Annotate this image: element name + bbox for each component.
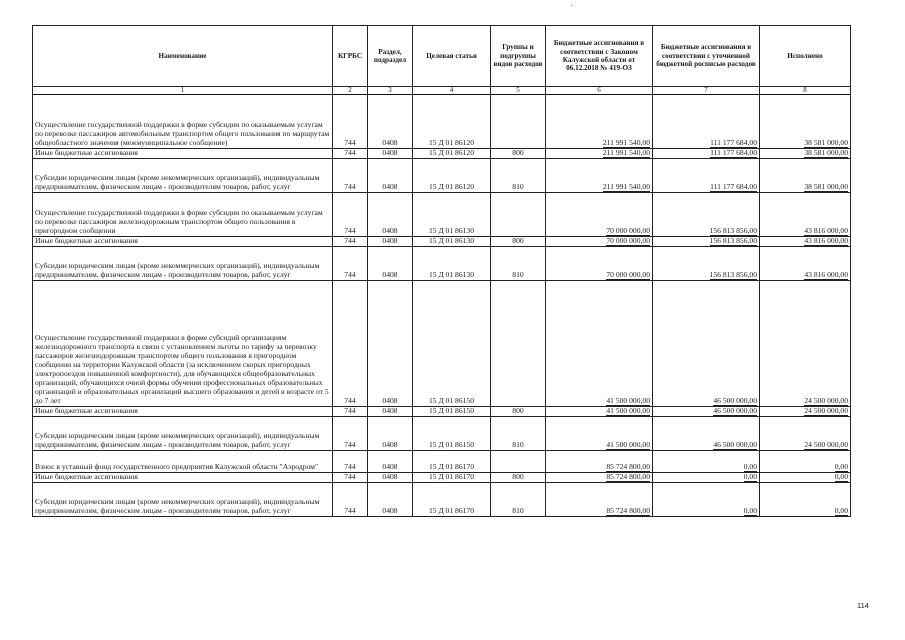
row-law-amount: 211 991 540,00 [602,148,650,158]
column-number: 2 [333,87,368,95]
row-target: 15 Д 01 86170 [428,472,475,482]
row-target-cell [413,237,491,247]
row-section-cell [368,95,413,149]
row-section-cell [368,451,413,473]
row-group-cell [491,281,546,407]
row-revised-amount: 156 813 856,00 [709,270,757,280]
row-kgrbs-cell [333,247,368,281]
row-section-cell [368,237,413,247]
row-executed-amount: 43 816 000,00 [804,226,848,236]
header-group: Группы и подгруппы видов расходов [491,26,546,87]
table-row [33,237,851,247]
row-kgrbs: 744 [344,462,356,472]
table-row [33,281,851,407]
header-section: Раздел, подраздел [368,26,413,87]
row-executed-amount-cell [760,281,851,407]
row-law-amount: 41 500 000,00 [606,440,650,450]
row-law-amount: 70 000 000,00 [606,270,650,280]
budget-table-sheet [32,25,851,517]
row-group-cell [491,451,546,473]
row-kgrbs: 744 [344,148,356,158]
row-name-cell [33,237,333,247]
row-group-cell [491,237,546,247]
row-section: 0408 [382,406,398,416]
row-executed-amount: 43 816 000,00 [804,236,848,246]
row-name: Иные бюджетные ассигнования [35,148,138,158]
row-law-amount: 85 724 800,00 [606,472,650,482]
header-executed: Исполнено [760,26,851,87]
row-law-amount-cell [546,247,653,281]
row-law-amount-cell [546,417,653,451]
row-executed-amount: 0,00 [834,462,848,472]
row-name-cell [33,473,333,483]
row-name: Субсидии юридическим лицам (кроме некоммерческих организаций), индивидуальным предпринимателям, физическим лицам - производителям товаров, работ, услуг [35,261,320,280]
row-kgrbs-cell [333,149,368,159]
row-executed-amount: 0,00 [834,472,848,482]
row-executed-amount-cell [760,237,851,247]
row-kgrbs-cell [333,483,368,517]
row-target-cell [413,473,491,483]
budget-table [32,25,851,517]
row-section: 0408 [382,226,398,236]
column-number: 4 [413,87,491,95]
row-law-amount: 70 000 000,00 [606,226,650,236]
row-group-cell [491,483,546,517]
row-name: Иные бюджетные ассигнования [35,406,138,416]
column-number: 8 [760,87,851,95]
table-row [33,159,851,193]
row-law-amount-cell [546,407,653,417]
row-group: 800 [512,472,524,482]
row-target-cell [413,159,491,193]
row-name: Осуществление государственной поддержки в форме субсидии по оказываемым услугам по перевозке пассажиров автомобильным транспортом общего пользования по маршрутам общеобластного значения (межмуниципальное сообщение) [35,120,330,148]
row-kgrbs-cell [333,473,368,483]
header-kgrbs: КГРБС [333,26,368,87]
table-row [33,483,851,517]
row-name: Осуществление государственной поддержки в форме субсидий организациям железнодорожного транспорта в связи с установлением льготы по тарифу за перевозку пассажиров железнодорожным транспортом общего пользования в пригородном сообщении на территории Калужской области (за исключением скорых пригородных электропоездов повышенной комфортности), для обучающихся общеобразовательных организаций, обучающихся очной формы обучения профессиональных образовательных организаций и образовательных организаций высшего образования и детей в возрасте от 5 до 7 лет [35,333,329,406]
row-section: 0408 [382,396,398,406]
row-section-cell [368,281,413,407]
row-executed-amount-cell [760,149,851,159]
row-group-cell [491,95,546,149]
row-name-cell [33,247,333,281]
row-target-cell [413,451,491,473]
row-section: 0408 [382,236,398,246]
row-law-amount-cell [546,193,653,237]
row-kgrbs: 744 [344,396,356,406]
header-target: Целевая статья [413,26,491,87]
row-law-amount-cell [546,237,653,247]
table-body [33,95,851,517]
row-section: 0408 [382,506,398,516]
row-section: 0408 [382,182,398,192]
table-row [33,95,851,149]
row-group: 810 [512,270,524,280]
row-section: 0408 [382,462,398,472]
row-law-amount: 85 724 800,00 [606,506,650,516]
row-name-cell [33,193,333,237]
row-name-cell [33,95,333,149]
row-law-amount: 41 500 000,00 [606,396,650,406]
row-section-cell [368,483,413,517]
row-section-cell [368,407,413,417]
row-name-cell [33,149,333,159]
row-group: 800 [512,406,524,416]
row-revised-amount-cell [653,247,760,281]
row-name-cell [33,483,333,517]
row-law-amount-cell [546,451,653,473]
row-target: 15 Д 01 86120 [428,148,475,158]
page-number: 114 [857,601,869,610]
row-section-cell [368,193,413,237]
row-group-cell [491,407,546,417]
row-law-amount-cell [546,95,653,149]
row-revised-amount: 46 500 000,00 [713,406,757,416]
row-executed-amount-cell [760,483,851,517]
row-name: Субсидии юридическим лицам (кроме некоммерческих организаций), индивидуальным предпринимателям, физическим лицам - производителям товаров, работ, услуг [35,173,320,192]
row-name-cell [33,451,333,473]
row-revised-amount-cell [653,281,760,407]
column-number: 1 [33,87,333,95]
row-name: Осуществление государственной поддержки в форме субсидии по оказываемым услугам по перевозке пассажиров железнодорожным транспортом общего пользования в пригородном сообщении [35,208,323,236]
row-revised-amount: 0,00 [743,472,757,482]
row-law-amount: 211 991 540,00 [602,182,650,192]
header-name: Наименование [33,26,333,87]
row-name: Взнос в уставный фонд государственного предприятия Калужской области "Аэродром" [35,462,319,472]
row-law-amount: 211 991 540,00 [602,138,650,148]
row-executed-amount: 38 581 000,00 [804,138,848,148]
table-row [33,473,851,483]
row-executed-amount-cell [760,473,851,483]
row-name-cell [33,159,333,193]
row-law-amount: 41 500 000,00 [606,406,650,416]
row-target-cell [413,95,491,149]
row-executed-amount-cell [760,407,851,417]
row-target-cell [413,247,491,281]
column-number: 6 [546,87,653,95]
row-kgrbs-cell [333,237,368,247]
row-revised-amount-cell [653,237,760,247]
row-target: 15 Д 01 86170 [428,462,475,472]
row-section-cell [368,149,413,159]
row-law-amount: 85 724 800,00 [606,462,650,472]
row-executed-amount: 24 500 000,00 [804,406,848,416]
row-revised-amount-cell [653,417,760,451]
row-kgrbs-cell [333,193,368,237]
row-revised-amount-cell [653,95,760,149]
header-revised: Бюджетные ассигнования в соответствии с уточненной бюджетной росписью расходов [653,26,760,87]
row-executed-amount-cell [760,247,851,281]
row-revised-amount-cell [653,407,760,417]
row-revised-amount: 111 177 684,00 [710,182,757,192]
header-law: Бюджетные ассигнования в соответствии с Законом Калужской области от 06.12.2018 № 419-ОЗ [546,26,653,87]
row-revised-amount-cell [653,149,760,159]
row-section-cell [368,473,413,483]
row-revised-amount-cell [653,473,760,483]
row-group-cell [491,149,546,159]
header-row [33,26,851,87]
row-name-cell [33,281,333,407]
row-kgrbs: 744 [344,472,356,482]
row-executed-amount: 24 500 000,00 [804,440,848,450]
row-group-cell [491,247,546,281]
column-number-row [33,87,851,95]
row-law-amount-cell [546,281,653,407]
row-group-cell [491,473,546,483]
row-target: 15 Д 01 86150 [428,406,475,416]
row-name-cell [33,417,333,451]
row-revised-amount: 46 500 000,00 [713,396,757,406]
row-group: 810 [512,182,524,192]
row-revised-amount-cell [653,451,760,473]
row-group: 800 [512,236,524,246]
row-section: 0408 [382,440,398,450]
row-revised-amount-cell [653,193,760,237]
row-kgrbs-cell [333,451,368,473]
row-section: 0408 [382,138,398,148]
row-target: 15 Д 01 86150 [428,396,475,406]
column-number: 5 [491,87,546,95]
row-executed-amount: 0,00 [834,506,848,516]
row-name: Иные бюджетные ассигнования [35,472,138,482]
row-executed-amount-cell [760,95,851,149]
row-target: 15 Д 01 86120 [428,182,475,192]
row-kgrbs: 744 [344,506,356,516]
row-kgrbs: 744 [344,226,356,236]
row-section-cell [368,247,413,281]
row-name: Субсидии юридическим лицам (кроме некоммерческих организаций), индивидуальным предпринимателям, физическим лицам - производителям товаров, работ, услуг [35,497,320,516]
row-group: 800 [512,148,524,158]
row-kgrbs: 744 [344,182,356,192]
row-name-cell [33,407,333,417]
row-name: Субсидии юридическим лицам (кроме некоммерческих организаций), индивидуальным предпринимателям, физическим лицам - производителям товаров, работ, услуг [35,431,320,450]
row-revised-amount: 0,00 [743,462,757,472]
row-law-amount: 70 000 000,00 [606,236,650,246]
row-revised-amount-cell [653,483,760,517]
row-kgrbs: 744 [344,236,356,246]
row-target-cell [413,417,491,451]
row-kgrbs-cell [333,407,368,417]
row-kgrbs-cell [333,159,368,193]
row-target: 15 Д 01 86130 [428,226,475,236]
row-executed-amount: 43 816 000,00 [804,270,848,280]
row-group: 810 [512,440,524,450]
row-target-cell [413,483,491,517]
row-section: 0408 [382,270,398,280]
row-target-cell [413,407,491,417]
table-row [33,193,851,237]
row-executed-amount: 38 581 000,00 [804,182,848,192]
row-kgrbs-cell [333,417,368,451]
row-group-cell [491,159,546,193]
row-target-cell [413,149,491,159]
row-section: 0408 [382,148,398,158]
column-number: 7 [653,87,760,95]
row-target: 15 Д 01 86130 [428,270,475,280]
scan-speck [571,5,572,6]
row-kgrbs: 744 [344,270,356,280]
row-law-amount-cell [546,483,653,517]
row-kgrbs-cell [333,95,368,149]
row-target: 15 Д 01 86170 [428,506,475,516]
row-revised-amount-cell [653,159,760,193]
row-revised-amount: 111 177 684,00 [710,148,757,158]
row-executed-amount-cell [760,159,851,193]
row-executed-amount: 38 581 000,00 [804,148,848,158]
row-group: 810 [512,506,524,516]
table-row [33,451,851,473]
row-group-cell [491,417,546,451]
row-section-cell [368,417,413,451]
row-kgrbs-cell [333,281,368,407]
row-kgrbs: 744 [344,406,356,416]
row-target: 15 Д 01 86150 [428,440,475,450]
row-target-cell [413,193,491,237]
table-row [33,149,851,159]
row-kgrbs: 744 [344,440,356,450]
row-executed-amount: 24 500 000,00 [804,396,848,406]
table-row [33,247,851,281]
row-kgrbs: 744 [344,138,356,148]
row-target: 15 Д 01 86120 [428,138,475,148]
row-name: Иные бюджетные ассигнования [35,236,138,246]
row-section: 0408 [382,472,398,482]
table-row [33,417,851,451]
row-revised-amount: 0,00 [743,506,757,516]
row-revised-amount: 156 813 856,00 [709,226,757,236]
table-row [33,407,851,417]
row-revised-amount: 46 500 000,00 [713,440,757,450]
row-executed-amount-cell [760,417,851,451]
row-group-cell [491,193,546,237]
row-section-cell [368,159,413,193]
row-revised-amount: 111 177 684,00 [710,138,757,148]
column-number: 3 [368,87,413,95]
row-revised-amount: 156 813 856,00 [709,236,757,246]
row-executed-amount-cell [760,193,851,237]
row-law-amount-cell [546,473,653,483]
row-target-cell [413,281,491,407]
row-target: 15 Д 01 86130 [428,236,475,246]
row-law-amount-cell [546,159,653,193]
row-law-amount-cell [546,149,653,159]
row-executed-amount-cell [760,451,851,473]
